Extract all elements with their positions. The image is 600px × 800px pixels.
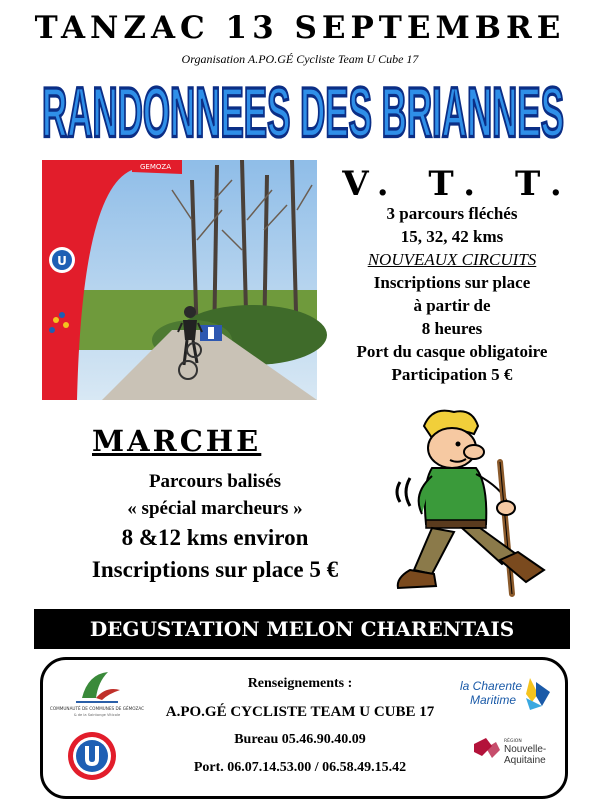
vtt-new-circuits: NOUVEAUX CIRCUITS [367, 250, 537, 269]
arch-label: GEMOZA [140, 163, 171, 171]
region-nouvelle-aquitaine-logo [470, 732, 560, 772]
charente-line-2: Maritime [470, 693, 517, 707]
vtt-line: Inscriptions sur place [373, 273, 531, 292]
communaute-name: COMMUNAUTÉ DE COMMUNES DE GÉMOZAC [49, 706, 145, 711]
marche-section [40, 468, 390, 586]
vtt-line: Participation 5 € [391, 365, 513, 384]
charente-maritime-logo [456, 672, 556, 716]
event-title [38, 66, 568, 158]
vtt-line: 8 heures [421, 319, 483, 338]
u-logo [66, 730, 118, 782]
organisation-line: Organisation A.PO.GÉ Cycliste Team U Cube 17 [181, 52, 419, 66]
region-line-3: Aquitaine [504, 755, 546, 766]
communaute-communes-logo [49, 668, 145, 720]
tasting-banner: DEGUSTATION MELON CHARENTAIS [34, 609, 570, 649]
vtt-line: 15, 32, 42 kms [400, 227, 504, 246]
cyclist-photo [42, 160, 317, 400]
marche-line: « spécial marcheurs » [127, 498, 303, 519]
event-title-text: RANDONNEES DES BRIANNES [41, 73, 564, 153]
info-heading: Renseignements : [247, 676, 353, 691]
marche-line: Inscriptions sur place 5 € [91, 557, 339, 582]
region-line-1: RÉGION [504, 739, 522, 744]
vtt-title: V. T. T. [342, 164, 576, 204]
svg-text:U: U [57, 254, 67, 268]
mobile-phones: Port. 06.07.14.53.00 / 06.58.49.15.42 [193, 760, 407, 775]
info-text [120, 670, 480, 782]
event-date-headline: TANZAC 13 SEPTEMBRE [34, 10, 566, 46]
vtt-line: 3 parcours fléchés [386, 204, 518, 223]
marche-line: 8 &12 kms environ [121, 525, 309, 550]
hiker-illustration [392, 404, 572, 604]
communaute-subtitle: & de la Saintonge Viticole [73, 713, 121, 717]
region-line-2: Nouvelle- [504, 744, 547, 755]
vtt-section [318, 166, 586, 386]
club-name: A.PO.GÉ CYCLISTE TEAM U CUBE 17 [165, 704, 435, 720]
vtt-line: à partir de [413, 296, 491, 315]
charente-line-1: la Charente [460, 679, 523, 693]
marche-line: Parcours balisés [148, 471, 282, 492]
vtt-line: Port du casque obligatoire [356, 342, 548, 361]
marche-title: MARCHE [92, 424, 262, 458]
bureau-phone: Bureau 05.46.90.40.09 [234, 732, 366, 747]
